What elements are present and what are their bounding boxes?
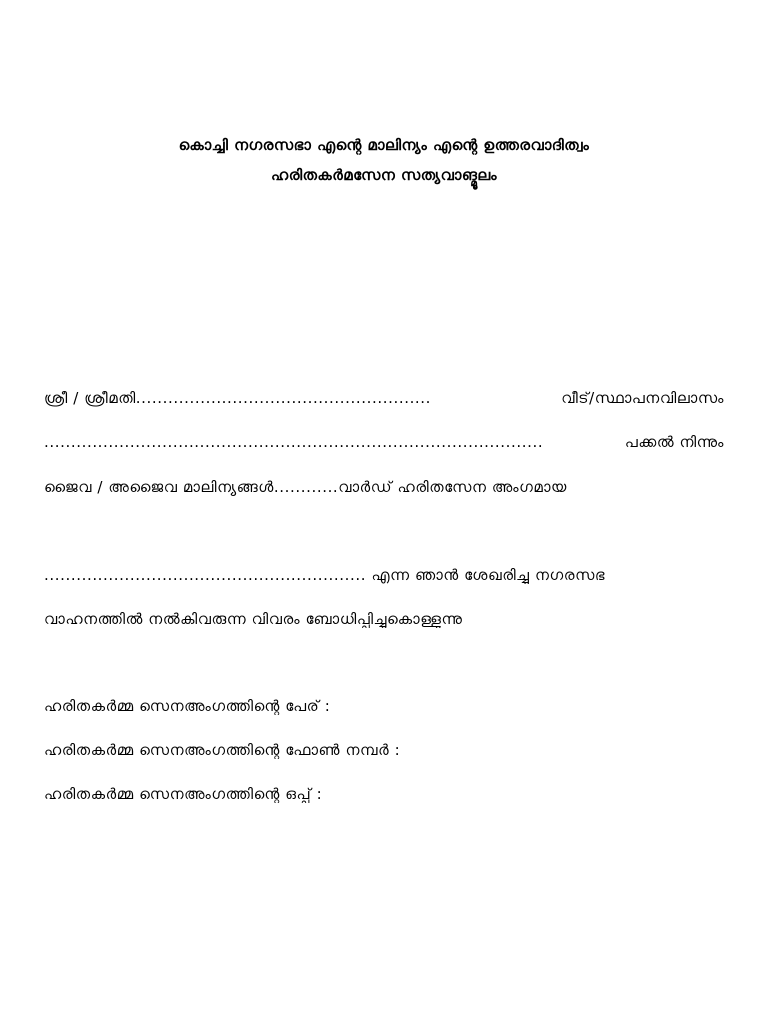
name-address-line <box>44 389 724 407</box>
waste-type-line: ജൈവ / അജൈവ മാലിന്യങ്ങൾ............വാർഡ് ഹരിതസേന അംഗമായ <box>44 478 567 496</box>
from-line <box>44 433 724 451</box>
document-title: കൊച്ചി നഗരസഭാ എന്റെ മാലിന്യം എന്റെ ഉത്തരവാദിത്വം <box>178 136 590 154</box>
declaration-line: വാഹനത്തിൽ നൽകിവരുന്ന വിവരം ബോധിപ്പിച്ചുകൊള്ളുന്നു <box>44 610 463 628</box>
address-label: വീട്/സ്ഥാപനവിലാസം <box>561 389 724 407</box>
from-label: പക്കൽ നിന്നും <box>624 433 724 451</box>
member-signature-field: ഹരിതകർമ്മ സെനഅംഗത്തിന്റെ ഒപ്പ് : <box>44 785 323 803</box>
member-phone-field: ഹരിതകർമ്മ സെനഅംഗത്തിന്റെ ഫോൺ നമ്പർ : <box>44 741 401 759</box>
collector-line: ............................................................ എന്ന ഞാൻ ശേഖരിച്ചു നഗരസഭ <box>44 566 606 584</box>
address-blank: ............................................................................................. <box>44 433 544 451</box>
name-field-label: ശ്രീ / ശ്രീമതി....................................................... <box>44 389 432 407</box>
member-name-field: ഹരിതകർമ്മ സെനഅംഗത്തിന്റെ പേര് : <box>44 697 331 715</box>
document-subtitle: ഹരിതകർമസേന സത്യവാങ്മൂലം <box>270 166 498 184</box>
